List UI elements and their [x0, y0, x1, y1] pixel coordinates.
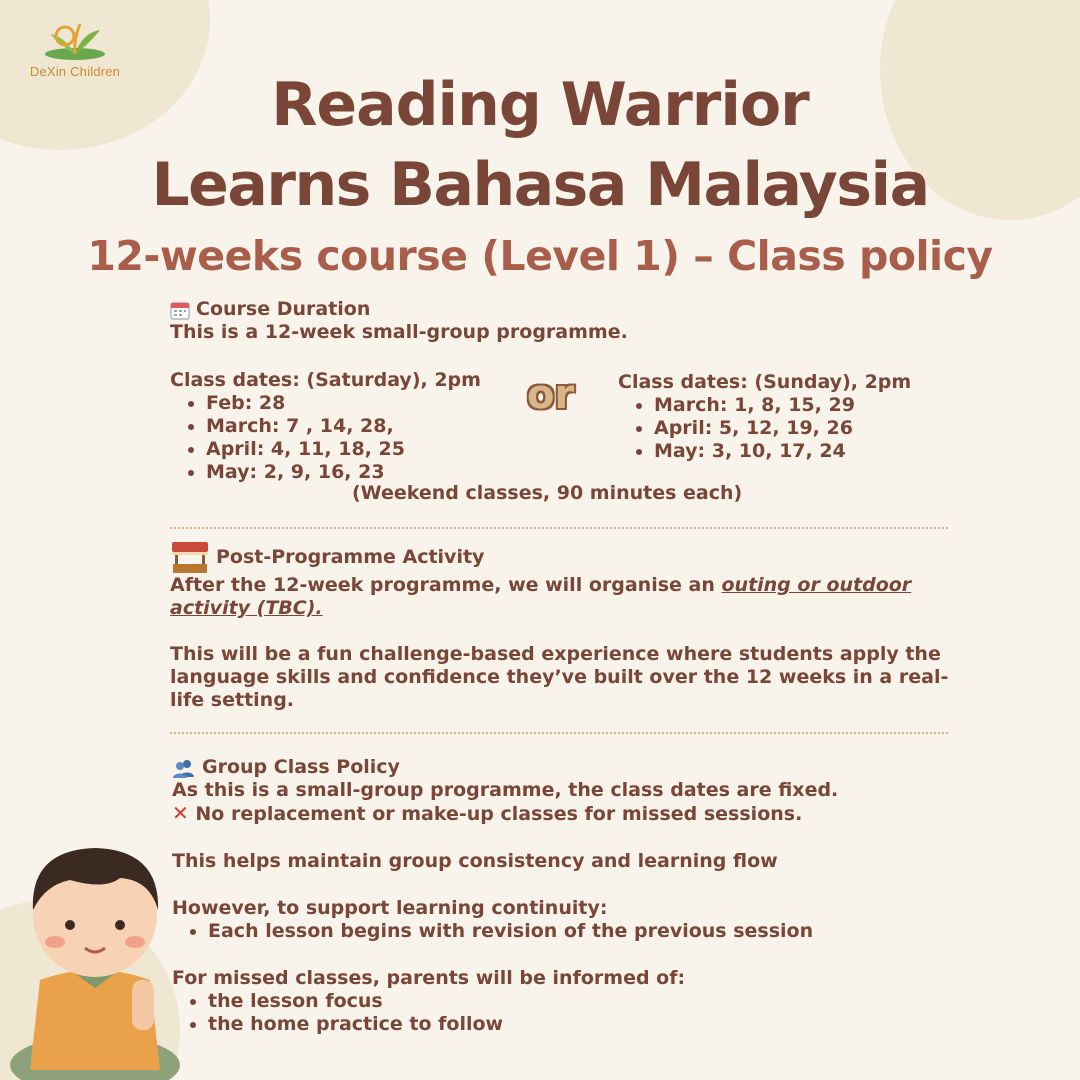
policy-line-3: This helps maintain group consistency and learning flow	[172, 850, 778, 872]
post-programme-heading	[170, 540, 960, 574]
market-stall-icon	[170, 540, 210, 574]
saturday-label: Class dates: (Saturday), 2pm	[170, 369, 481, 391]
calendar-icon	[170, 300, 190, 320]
policy-line-1: As this is a small-group programme, the class dates are fixed.	[172, 779, 839, 801]
post-programme-section	[170, 540, 960, 712]
child-illustration	[10, 830, 180, 1080]
list-item: • March: 1, 8, 15, 29	[654, 394, 958, 417]
missed-class-list	[172, 990, 962, 1036]
list-item: • the home practice to follow	[208, 1013, 962, 1036]
policy-line-5: For missed classes, parents will be informed of:	[172, 967, 686, 989]
divider-1	[170, 527, 948, 529]
list-item: • the lesson focus	[208, 990, 962, 1013]
post-paragraph: This will be a fun challenge-based experience where students apply the language skills and confidence they’ve built over the 12 weeks in a real-life setting.	[170, 643, 949, 711]
course-duration-section	[170, 298, 930, 344]
title-line-2: Learns Bahasa Malaysia	[151, 150, 929, 220]
list-item: • April: 4, 11, 18, 25	[206, 438, 530, 461]
continuity-list	[172, 920, 962, 943]
policy-line-2	[172, 802, 962, 826]
title-line-1: Reading Warrior	[271, 70, 809, 140]
post-line-1	[170, 574, 960, 597]
list-item: • Each lesson begins with revision of the previous session	[208, 920, 962, 943]
sunday-label: Class dates: (Sunday), 2pm	[618, 371, 912, 393]
sunday-dates	[618, 371, 958, 463]
group-policy-title: Group Class Policy	[202, 756, 400, 778]
people-icon	[172, 758, 196, 778]
course-duration-title: Course Duration	[196, 298, 371, 320]
list-item: • May: 3, 10, 17, 24	[654, 440, 958, 463]
outing-link: outing or outdoor	[721, 574, 912, 596]
post-line-1-text: After the 12-week programme, we will organise an	[170, 574, 722, 596]
saturday-date-list	[170, 392, 530, 484]
group-policy-section	[172, 756, 962, 1036]
list-item: • April: 5, 12, 19, 26	[654, 417, 958, 440]
logo-text: DeXin Children	[29, 64, 121, 79]
sunday-date-list	[618, 394, 958, 463]
or-word: or	[527, 372, 575, 418]
policy-line-2-text: No replacement or make-up classes for missed sessions.	[195, 803, 803, 825]
course-duration-heading	[170, 298, 930, 321]
divider-2	[170, 732, 948, 734]
post-programme-title: Post-Programme Activity	[216, 545, 485, 568]
saturday-dates	[170, 369, 530, 484]
subtitle: 12-weeks course (Level 1) – Class policy	[87, 232, 993, 280]
activity-link: activity (TBC).	[170, 597, 323, 619]
list-item: • May: 2, 9, 16, 23	[206, 461, 530, 484]
cross-icon: ✕	[172, 801, 189, 825]
course-intro: This is a 12-week small-group programme.	[170, 321, 628, 343]
policy-line-4: However, to support learning continuity:	[172, 897, 608, 919]
post-line-2	[170, 597, 960, 620]
list-item: • March: 7 , 14, 28,	[206, 415, 530, 438]
weekend-note: (Weekend classes, 90 minutes each)	[352, 482, 743, 504]
list-item: • Feb: 28	[206, 392, 530, 415]
group-policy-heading	[172, 756, 962, 779]
